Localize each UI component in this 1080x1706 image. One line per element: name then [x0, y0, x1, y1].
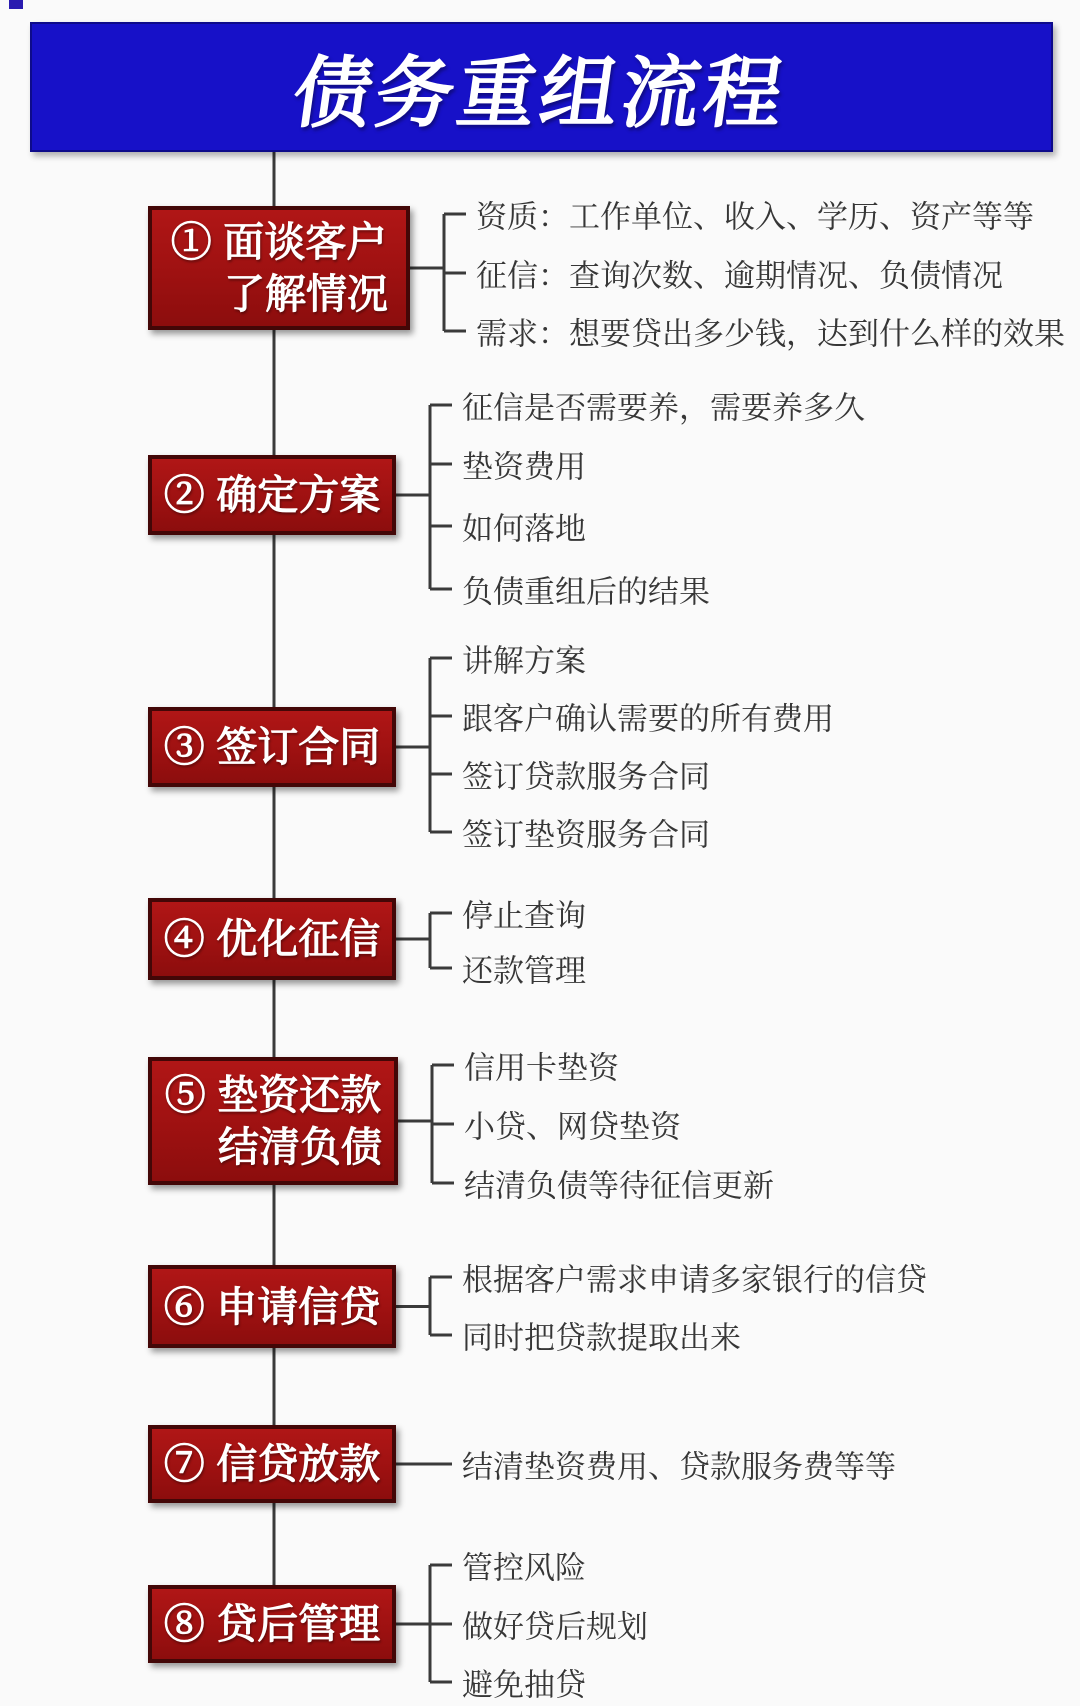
branch-item: 跟客户确认需要的所有费用 — [462, 701, 834, 737]
branch-item: 小贷、网贷垫资 — [464, 1109, 681, 1145]
branch-item: 征信是否需要养，需要养多久 — [462, 390, 865, 426]
branch-item: 签订垫资服务合同 — [462, 817, 710, 853]
step-box-4 — [148, 898, 396, 980]
branch-item: 根据客户需求申请多家银行的信贷 — [462, 1262, 927, 1298]
page-title: 债务重组流程 — [288, 49, 793, 137]
branch-item: 结清垫资费用、贷款服务费等等 — [462, 1449, 896, 1485]
step-box-7 — [148, 1425, 396, 1503]
step-label: 了解情况 — [224, 271, 388, 317]
branch-item: 签订贷款服务合同 — [462, 759, 710, 795]
step-label: ⑧ 贷后管理 — [163, 1601, 381, 1647]
step-box-5 — [148, 1057, 398, 1185]
branch-item: 信用卡垫资 — [464, 1050, 619, 1086]
branch-item: 垫资费用 — [462, 449, 586, 485]
branch-item: 避免抽贷 — [462, 1667, 586, 1703]
branch-item: 资质：工作单位、收入、学历、资产等等 — [476, 199, 1034, 235]
step-label: ④ 优化征信 — [163, 916, 381, 962]
branch-item: 管控风险 — [462, 1550, 586, 1586]
step-label: ② 确定方案 — [163, 472, 381, 518]
branch-item: 同时把贷款提取出来 — [462, 1320, 741, 1356]
branch-item: 结清负债等待征信更新 — [464, 1168, 774, 1204]
step-label: ⑦ 信贷放款 — [163, 1441, 381, 1487]
branch-item: 需求：想要贷出多少钱，达到什么样的效果 — [476, 316, 1065, 352]
branch-item: 征信：查询次数、逾期情况、负债情况 — [476, 258, 1003, 294]
branch-item: 停止查询 — [462, 898, 586, 934]
step-label: ⑤ 垫资还款 — [164, 1072, 382, 1118]
step-box-8 — [148, 1585, 396, 1663]
step-box-6 — [148, 1265, 396, 1348]
branch-item: 做好贷后规划 — [462, 1609, 648, 1645]
step-label: 结清负债 — [218, 1124, 382, 1170]
step-label: ① 面谈客户 — [170, 219, 388, 265]
branch-item: 负债重组后的结果 — [462, 574, 710, 610]
step-box-1 — [148, 206, 410, 330]
title-banner — [30, 22, 1053, 152]
branch-item: 如何落地 — [462, 511, 586, 547]
step-box-2 — [148, 455, 396, 535]
step-label: ③ 签订合同 — [163, 724, 381, 770]
step-box-3 — [148, 707, 396, 787]
branch-item: 讲解方案 — [462, 643, 586, 679]
step-label: ⑥ 申请信贷 — [163, 1283, 381, 1330]
branch-item: 还款管理 — [462, 953, 586, 989]
